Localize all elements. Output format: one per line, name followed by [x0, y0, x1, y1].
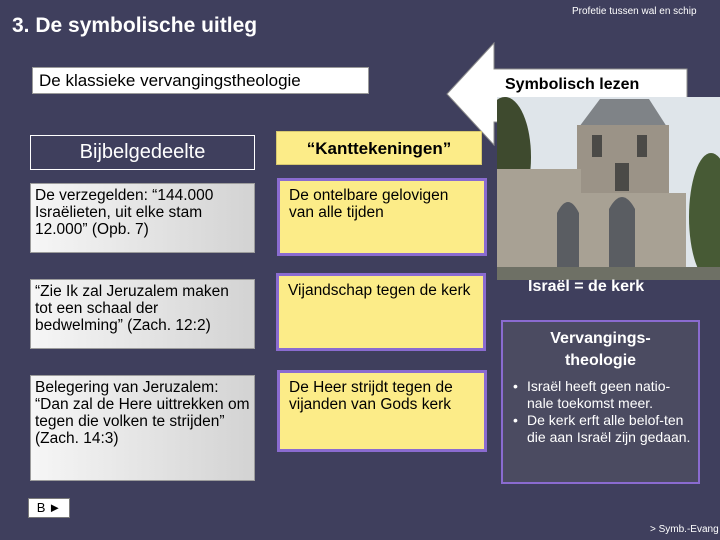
bible-passage-box: “Zie Ik zal Jeruzalem maken tot een schaal der bedwelming” (Zach. 12:2): [30, 279, 255, 349]
next-slide-button[interactable]: [28, 498, 70, 518]
church-photo: [497, 97, 720, 280]
annotation-box: Vijandschap tegen de kerk: [276, 273, 486, 351]
next-slide-button-label: B: [36, 500, 46, 515]
annotations-heading: “Kanttekeningen”: [276, 131, 482, 165]
annotation-box: De ontelbare gelovigen van alle tijden: [277, 178, 487, 256]
bible-passage-box: Belegering van Jeruzalem: “Dan zal de Here uittrekken om tegen die volken te strijden” (Zach. 14:3): [30, 375, 255, 481]
israel-equals-church-label: Israël = de kerk: [528, 278, 645, 295]
slide-title: 3. De symbolische uitleg: [12, 14, 258, 37]
series-note: Profetie tussen wal en schip: [572, 6, 697, 17]
replacement-theology-title-line2: theologie: [564, 352, 637, 369]
bible-passage-box: De verzegelden: “144.000 Israëlieten, uit elke stam 12.000” (Opb. 7): [30, 183, 255, 253]
replacement-theology-bullets: [511, 378, 695, 446]
symbolic-reading-label: Symbolisch lezen: [505, 76, 640, 93]
symb-evang-link[interactable]: > Symb.-Evang: [650, 524, 719, 535]
replacement-theology-title-line1: Vervangings-: [550, 330, 651, 347]
annotation-box: De Heer strijdt tegen de vijanden van Gods kerk: [277, 370, 487, 452]
bullet-item: • Israël heeft geen natio-nale toekomst meer.: [511, 378, 695, 412]
bible-passage-heading: Bijbelgedeelte: [30, 135, 255, 170]
bullet-item: • De kerk erft alle belof-ten die aan Israël zijn gedaan.: [511, 412, 695, 446]
classic-theology-heading: De klassieke vervangingstheologie: [32, 67, 369, 94]
replacement-theology-title: [503, 328, 698, 372]
replacement-theology-box: [501, 320, 700, 484]
play-triangle-icon: ►: [48, 500, 62, 515]
